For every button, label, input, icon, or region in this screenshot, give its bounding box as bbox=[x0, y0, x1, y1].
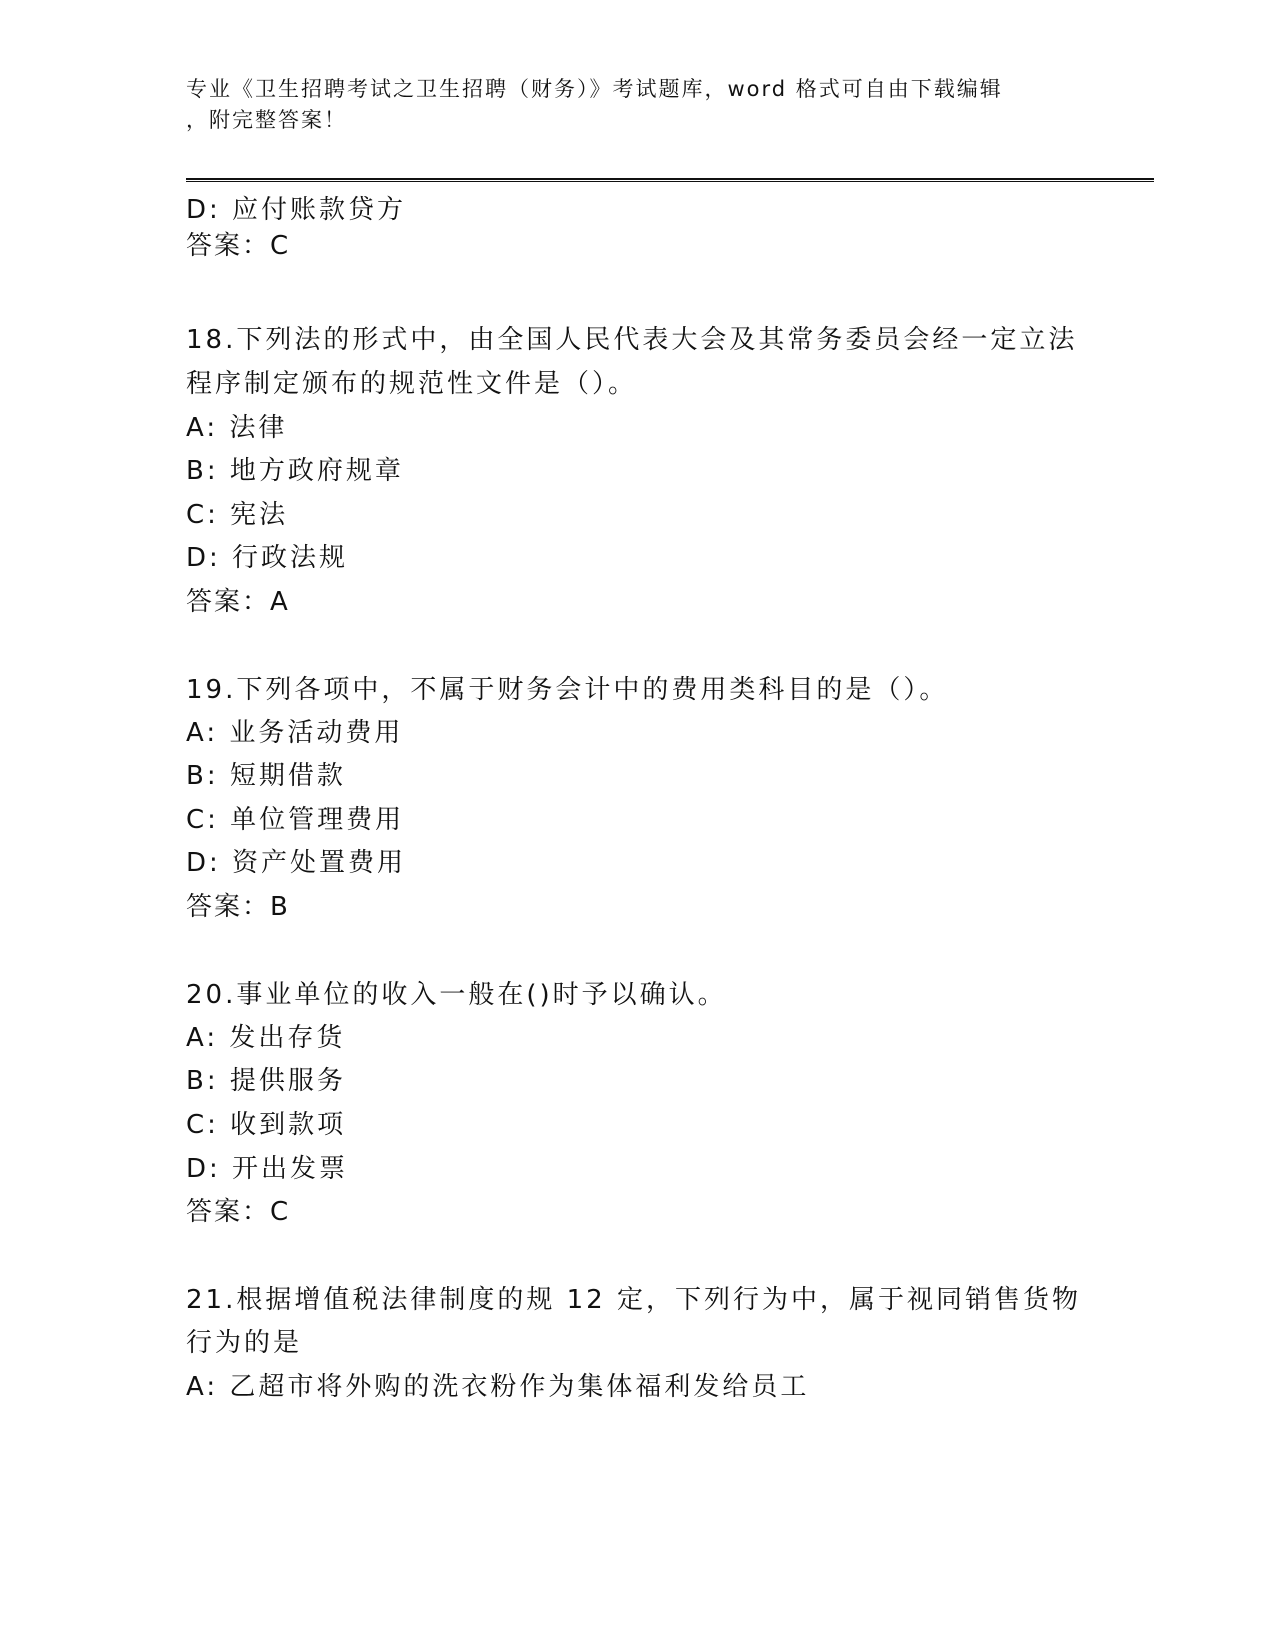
header-line-2: ，附完整答案！ bbox=[186, 108, 347, 132]
q17-option-d: D: 应付账款贷方 bbox=[186, 195, 407, 225]
q17-answer: 答案：C bbox=[186, 231, 291, 261]
q20-question-line-1: 20.事业单位的收入一般在()时予以确认。 bbox=[186, 980, 727, 1010]
q18-question-line-2: 程序制定颁布的规范性文件是（）。 bbox=[186, 369, 638, 399]
page-header bbox=[186, 74, 1086, 136]
q20-option-b: B: 提供服务 bbox=[186, 1066, 346, 1096]
q18-option-d: D: 行政法规 bbox=[186, 543, 349, 573]
q19-option-a: A: 业务活动费用 bbox=[186, 718, 404, 748]
q19-option-d: D: 资产处置费用 bbox=[186, 848, 407, 878]
header-divider bbox=[186, 178, 1154, 182]
q20-option-c: C: 收到款项 bbox=[186, 1110, 347, 1140]
q18-option-c: C: 宪法 bbox=[186, 500, 289, 530]
q18-option-b: B: 地方政府规章 bbox=[186, 456, 404, 486]
q20-option-d: D: 开出发票 bbox=[186, 1154, 349, 1184]
q19-question-line-1: 19.下列各项中，不属于财务会计中的费用类科目的是（）。 bbox=[186, 675, 949, 705]
q19-option-c: C: 单位管理费用 bbox=[186, 805, 405, 835]
q21-question-line-1: 21.根据增值税法律制度的规 12 定，下列行为中，属于视同销售货物 bbox=[186, 1285, 1081, 1315]
q21-option-a: A: 乙超市将外购的洗衣粉作为集体福利发给员工 bbox=[186, 1372, 810, 1402]
q18-option-a: A: 法律 bbox=[186, 413, 288, 443]
q21-question-line-2: 行为的是 bbox=[186, 1328, 303, 1358]
q18-answer: 答案：A bbox=[186, 587, 290, 617]
q19-option-b: B: 短期借款 bbox=[186, 761, 346, 791]
header-line-1: 专业《卫生招聘考试之卫生招聘（财务）》考试题库，word 格式可自由下载编辑 bbox=[186, 77, 1003, 101]
q20-answer: 答案：C bbox=[186, 1197, 291, 1227]
q20-option-a: A: 发出存货 bbox=[186, 1023, 346, 1053]
q19-answer: 答案：B bbox=[186, 892, 290, 922]
q18-question-line-1: 18.下列法的形式中，由全国人民代表大会及其常务委员会经一定立法 bbox=[186, 325, 1078, 355]
